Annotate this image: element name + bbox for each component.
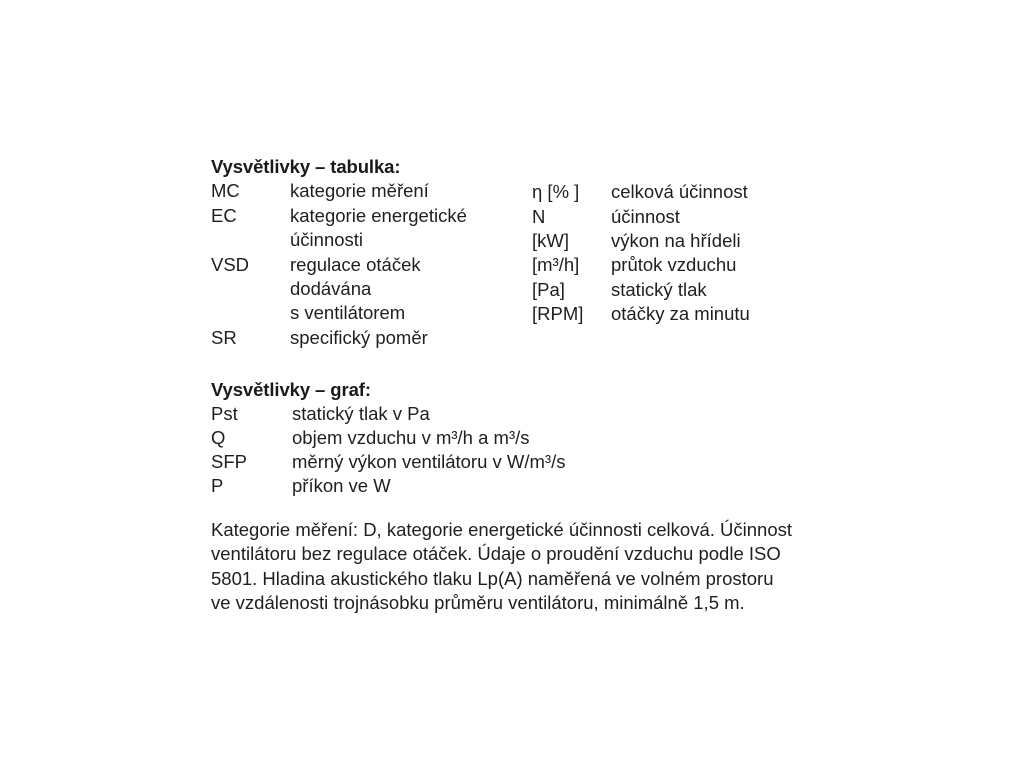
measurement-note-line: ve vzdálenosti trojnásobku průměru ventilátoru, minimálně 1,5 m. <box>211 591 745 613</box>
table-legend-desc-n: účinnost <box>611 206 680 227</box>
table-legend-abbr-eta: η [% ] <box>532 181 580 202</box>
table-legend-abbr-vsd: VSD <box>211 254 250 275</box>
table-legend-desc-sr: specifický poměr <box>290 327 428 348</box>
table-legend-desc-m3h: průtok vzduchu <box>611 254 737 275</box>
graph-legend-desc-q: objem vzduchu v m³/h a m³/s <box>292 427 530 448</box>
table-legend-abbr-mc: MC <box>211 180 240 201</box>
table-legend-desc-vsd-line2: dodávána <box>290 278 372 299</box>
measurement-note-line: ventilátoru bez regulace otáček. Údaje o proudění vzduchu podle ISO <box>211 543 781 565</box>
graph-legend-desc-pst: statický tlak v Pa <box>292 403 430 424</box>
table-legend-desc-vsd-line3: s ventilátorem <box>290 302 406 323</box>
measurement-note-line: Kategorie měření: D, kategorie energetické účinnosti celková. Účinnost <box>211 519 792 540</box>
table-legend-desc-rpm: otáčky za minutu <box>611 303 750 324</box>
table-legend-desc-eta: celková účinnost <box>611 181 748 202</box>
table-legend-abbr-sr: SR <box>211 327 237 348</box>
graph-legend-abbr-q: Q <box>211 427 226 448</box>
table-legend-abbr-ec: EC <box>211 205 237 226</box>
table-legend-desc-ec-line1: kategorie energetické <box>290 205 467 226</box>
table-legend-desc-kw: výkon na hřídeli <box>611 230 741 251</box>
graph-legend-abbr-pst: Pst <box>211 403 238 424</box>
graph-legend-desc-sfp: měrný výkon ventilátoru v W/m³/s <box>292 451 566 472</box>
graph-legend-heading: Vysvětlivky – graf: <box>211 379 371 400</box>
measurement-note <box>211 518 851 615</box>
measurement-note-line: 5801. Hladina akustického tlaku Lp(A) naměřená ve volném prostoru <box>211 567 774 589</box>
table-legend-heading: Vysvětlivky – tabulka: <box>211 156 401 177</box>
graph-legend-abbr-sfp: SFP <box>211 451 247 472</box>
table-legend-abbr-rpm: [RPM] <box>532 303 584 324</box>
table-legend-abbr-m3h: [m³/h] <box>532 254 580 275</box>
graph-legend-abbr-p: P <box>211 475 224 496</box>
table-legend-desc-ec-line2: účinnosti <box>290 229 364 250</box>
table-legend-desc-pa: statický tlak <box>611 279 707 300</box>
graph-legend-desc-p: příkon ve W <box>292 475 391 496</box>
table-legend-desc-mc: kategorie měření <box>290 180 429 201</box>
table-legend-desc-vsd-line1: regulace otáček <box>290 254 421 275</box>
table-legend-abbr-pa: [Pa] <box>532 279 565 300</box>
table-legend-abbr-n: N <box>532 206 546 227</box>
table-legend-abbr-kw: [kW] <box>532 230 569 251</box>
